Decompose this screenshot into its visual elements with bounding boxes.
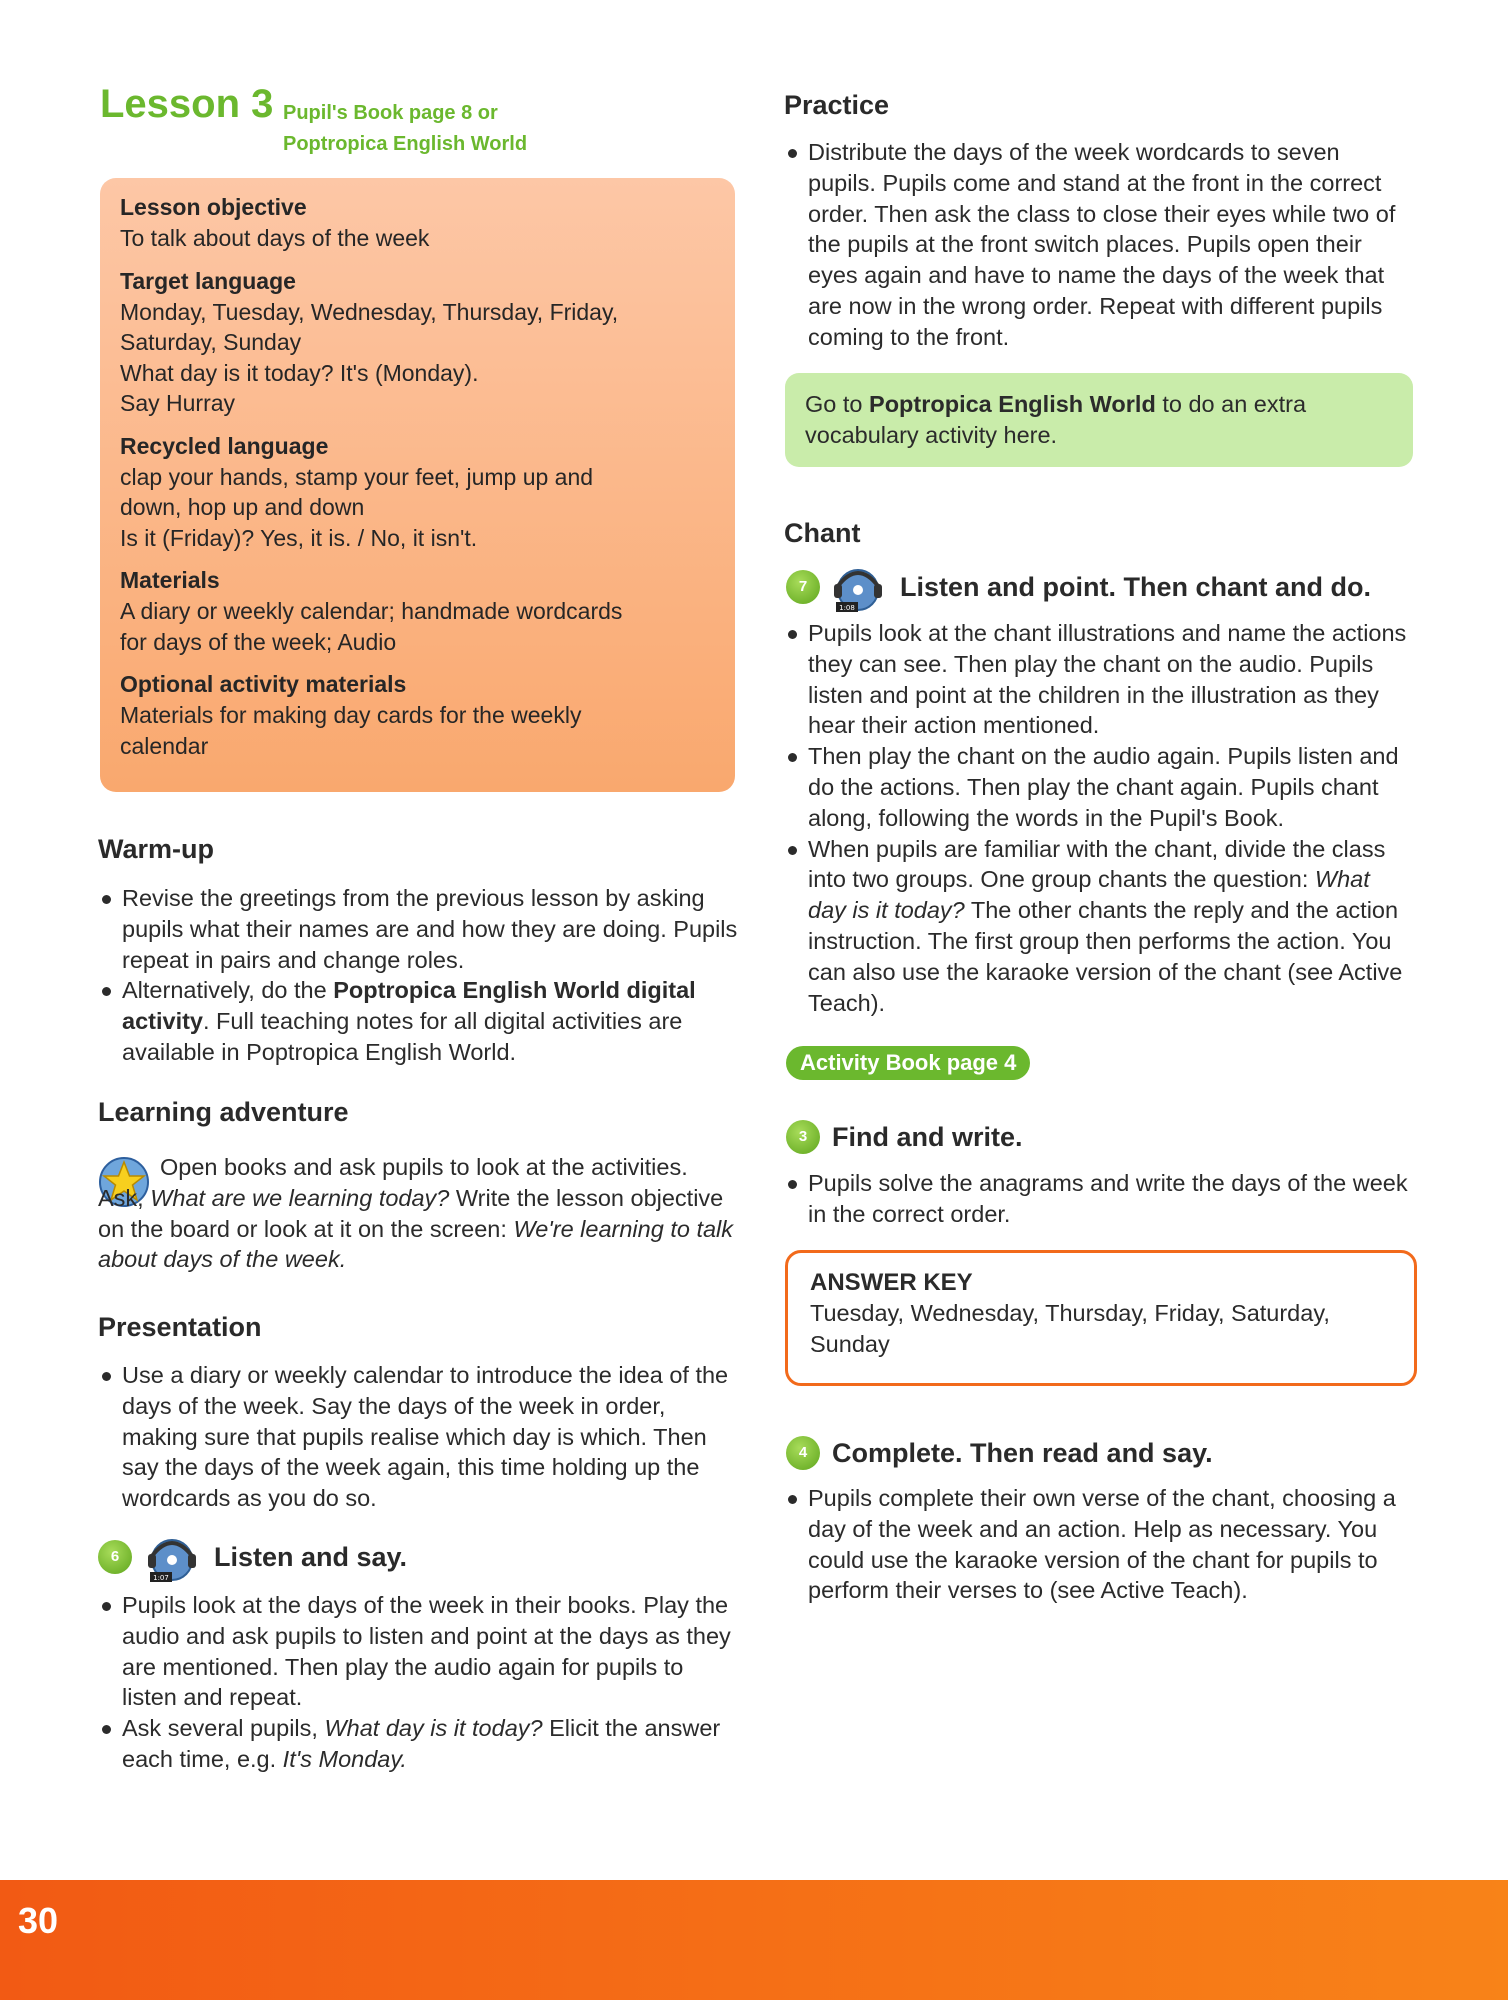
recycled-language-line: down, hop up and down xyxy=(120,494,365,520)
learning-adventure-d: We're learning to talk about days of the week. xyxy=(98,1215,734,1273)
recycled-language-heading: Recycled language xyxy=(120,432,329,459)
warmup-bullet2-a: Alternatively, do the xyxy=(122,977,334,1004)
target-language-line: Say Hurray xyxy=(120,390,236,416)
activity-book-badge: Activity Book page 4 xyxy=(786,1046,1030,1080)
activity-7-title: Listen and point. Then chant and do. xyxy=(900,572,1371,602)
materials-line: for days of the week; Audio xyxy=(120,628,397,655)
activity-6-list xyxy=(98,1590,738,1775)
activity-6-bullet2-a: Ask several pupils, xyxy=(122,1715,325,1742)
chant-bullet3-c: The other chants the reply and the action instruction. The first group then performs the action. You can also use the karaoke version of the chant (see Active Teach). xyxy=(808,897,1403,1016)
lesson-objective-box xyxy=(100,178,735,792)
list-item xyxy=(784,1168,1414,1230)
materials-heading: Materials xyxy=(120,567,220,593)
answer-key-title: ANSWER KEY xyxy=(810,1269,973,1296)
activity-3-title: Find and write. xyxy=(832,1122,1023,1152)
optional-materials-line: Materials for making day cards for the weekly xyxy=(120,702,582,728)
optional-materials-heading: Optional activity materials xyxy=(120,671,407,697)
list-item xyxy=(784,1483,1414,1606)
list-item xyxy=(98,883,738,975)
poptropica-callout xyxy=(785,373,1413,467)
activity-6-track: 1:07 xyxy=(153,1574,169,1582)
warmup-bullet2-c: . Full teaching notes for all digital activities are available in Poptropica English World. xyxy=(122,1008,683,1065)
audio-cd-icon[interactable] xyxy=(140,1528,200,1584)
callout-text-c: to do an extra vocabulary activity here. xyxy=(805,391,1307,448)
chant-bullet2: Then play the chant on the audio again. Pupils listen and do the actions. Then play the chant again. Pupils chant along, following the words in the Pupil's Book. xyxy=(808,743,1399,831)
warmup-bullet1: Revise the greetings from the previous lesson by asking pupils what their names are and how they are doing. Pupils repeat in pairs and change roles. xyxy=(122,885,738,973)
lesson-title: Lesson 3 xyxy=(100,82,274,126)
warmup-heading: Warm-up xyxy=(98,834,214,864)
activity-4-title: Complete. Then read and say. xyxy=(832,1438,1213,1468)
learning-adventure-text xyxy=(98,1152,738,1275)
recycled-language-line: Is it (Friday)? Yes, it is. / No, it isn't. xyxy=(120,524,478,551)
activity-4-list xyxy=(784,1483,1414,1606)
answer-key-box xyxy=(785,1250,1417,1386)
page-number: 30 xyxy=(18,1900,59,1941)
callout-text-b: Poptropica English World xyxy=(869,391,1156,417)
list-item xyxy=(784,137,1414,353)
activity-3-list xyxy=(784,1168,1414,1230)
presentation-heading: Presentation xyxy=(98,1312,262,1342)
activity-6-title: Listen and say. xyxy=(214,1542,408,1572)
objective-line: To talk about days of the week xyxy=(120,225,430,251)
target-language-heading: Target language xyxy=(120,267,296,294)
page-footer-band xyxy=(0,1880,1508,2000)
lesson-subtitle xyxy=(283,98,527,160)
target-language-line: What day is it today? It's (Monday). xyxy=(120,359,479,386)
target-language-section xyxy=(120,266,715,419)
target-language-line: Monday, Tuesday, Wednesday, Thursday, Friday, xyxy=(120,298,619,325)
activity-3-bullet1: Pupils solve the anagrams and write the days of the week in the correct order. xyxy=(808,1170,1408,1227)
chant-bullet1: Pupils look at the chant illustrations and name the actions they can see. Then play the chant on the audio. Pupils listen and point at the children in the illustration as they hear their action mentioned. xyxy=(808,620,1407,739)
chant-bullet3-b: What day is it today? xyxy=(808,866,1370,924)
activity-6-bullet2-c: Elicit the answer each time, e.g. xyxy=(122,1715,721,1772)
activity-6-bullet1: Pupils look at the days of the week in their books. Play the audio and ask pupils to listen and point at the days as they are mentioned. Then play the audio again for pupils to listen and repeat. xyxy=(122,1592,731,1711)
presentation-bullet1: Use a diary or weekly calendar to introduce the idea of the days of the week. Say the days of the week in order, making sure that pupils realise which day is which. Then say the days of the week again, this time holding up the wordcards as you do so. xyxy=(122,1362,729,1512)
materials-line: A diary or weekly calendar; handmade wordcards xyxy=(120,598,623,624)
chant-bullet3-a: When pupils are familiar with the chant, divide the class into two groups. One group chants the question: xyxy=(808,835,1386,893)
lesson-subtitle-line1: Pupil's Book page 8 or xyxy=(283,102,498,124)
materials-section xyxy=(120,565,715,657)
audio-cd-icon[interactable] xyxy=(826,558,886,614)
practice-bullet1: Distribute the days of the week wordcards to seven pupils. Pupils come and stand at the front in the correct order. Then ask the class to close their eyes while two of the pupils at the front switch places. Pupils open their eyes again and have to name the days of the week that are now in the wrong order. Repeat with different pupils coming to the front. xyxy=(808,139,1396,350)
activity-4-number: 4 xyxy=(786,1436,820,1470)
list-item xyxy=(98,1590,738,1713)
learning-adventure-c: Write the lesson objective on the board or look at it on the screen: xyxy=(98,1184,724,1242)
activity-3-number: 3 xyxy=(786,1120,820,1154)
practice-list xyxy=(784,137,1414,353)
activity-6-bullet2-d: It's Monday. xyxy=(282,1745,407,1772)
warmup-list xyxy=(98,883,738,1068)
activity-6-bullet2-b: What day is it today? xyxy=(324,1715,543,1742)
lesson-subtitle-line2: Poptropica English World xyxy=(283,133,528,155)
list-item xyxy=(784,834,1414,1019)
list-item xyxy=(98,1360,734,1514)
learning-adventure-a: Open books and ask pupils to look at the activities. Ask, xyxy=(98,1154,688,1211)
activity-7-number: 7 xyxy=(786,570,820,604)
warmup-bullet2-b: Poptropica English World digital activity xyxy=(122,977,696,1035)
activity-6-number: 6 xyxy=(98,1540,132,1574)
objective-section xyxy=(120,192,715,254)
objective-heading: Lesson objective xyxy=(120,194,307,220)
presentation-list xyxy=(98,1360,734,1514)
recycled-language-line: clap your hands, stamp your feet, jump up and xyxy=(120,463,594,490)
list-item xyxy=(98,975,738,1067)
activity-4-bullet1: Pupils complete their own verse of the chant, choosing a day of the week and an action. Help as necessary. You could use the karaoke version of the chant for pupils to perform their verses to (see Active Teach). xyxy=(808,1485,1396,1604)
answer-key-text: Tuesday, Wednesday, Thursday, Friday, Saturday, Sunday xyxy=(810,1300,1330,1357)
learning-adventure-b: What are we learning today? xyxy=(150,1184,450,1211)
optional-materials-section xyxy=(120,669,715,761)
callout-text-a: Go to xyxy=(805,391,870,417)
optional-materials-line: calendar xyxy=(120,732,209,759)
target-language-line: Saturday, Sunday xyxy=(120,329,302,355)
recycled-language-section xyxy=(120,431,715,554)
chant-heading: Chant xyxy=(784,518,861,548)
activity-7-track: 1:08 xyxy=(839,604,855,612)
list-item xyxy=(98,1713,738,1775)
list-item xyxy=(784,618,1414,741)
chant-list xyxy=(784,618,1414,1018)
learning-adventure-heading: Learning adventure xyxy=(98,1097,349,1127)
list-item xyxy=(784,741,1414,833)
practice-heading: Practice xyxy=(784,90,890,120)
